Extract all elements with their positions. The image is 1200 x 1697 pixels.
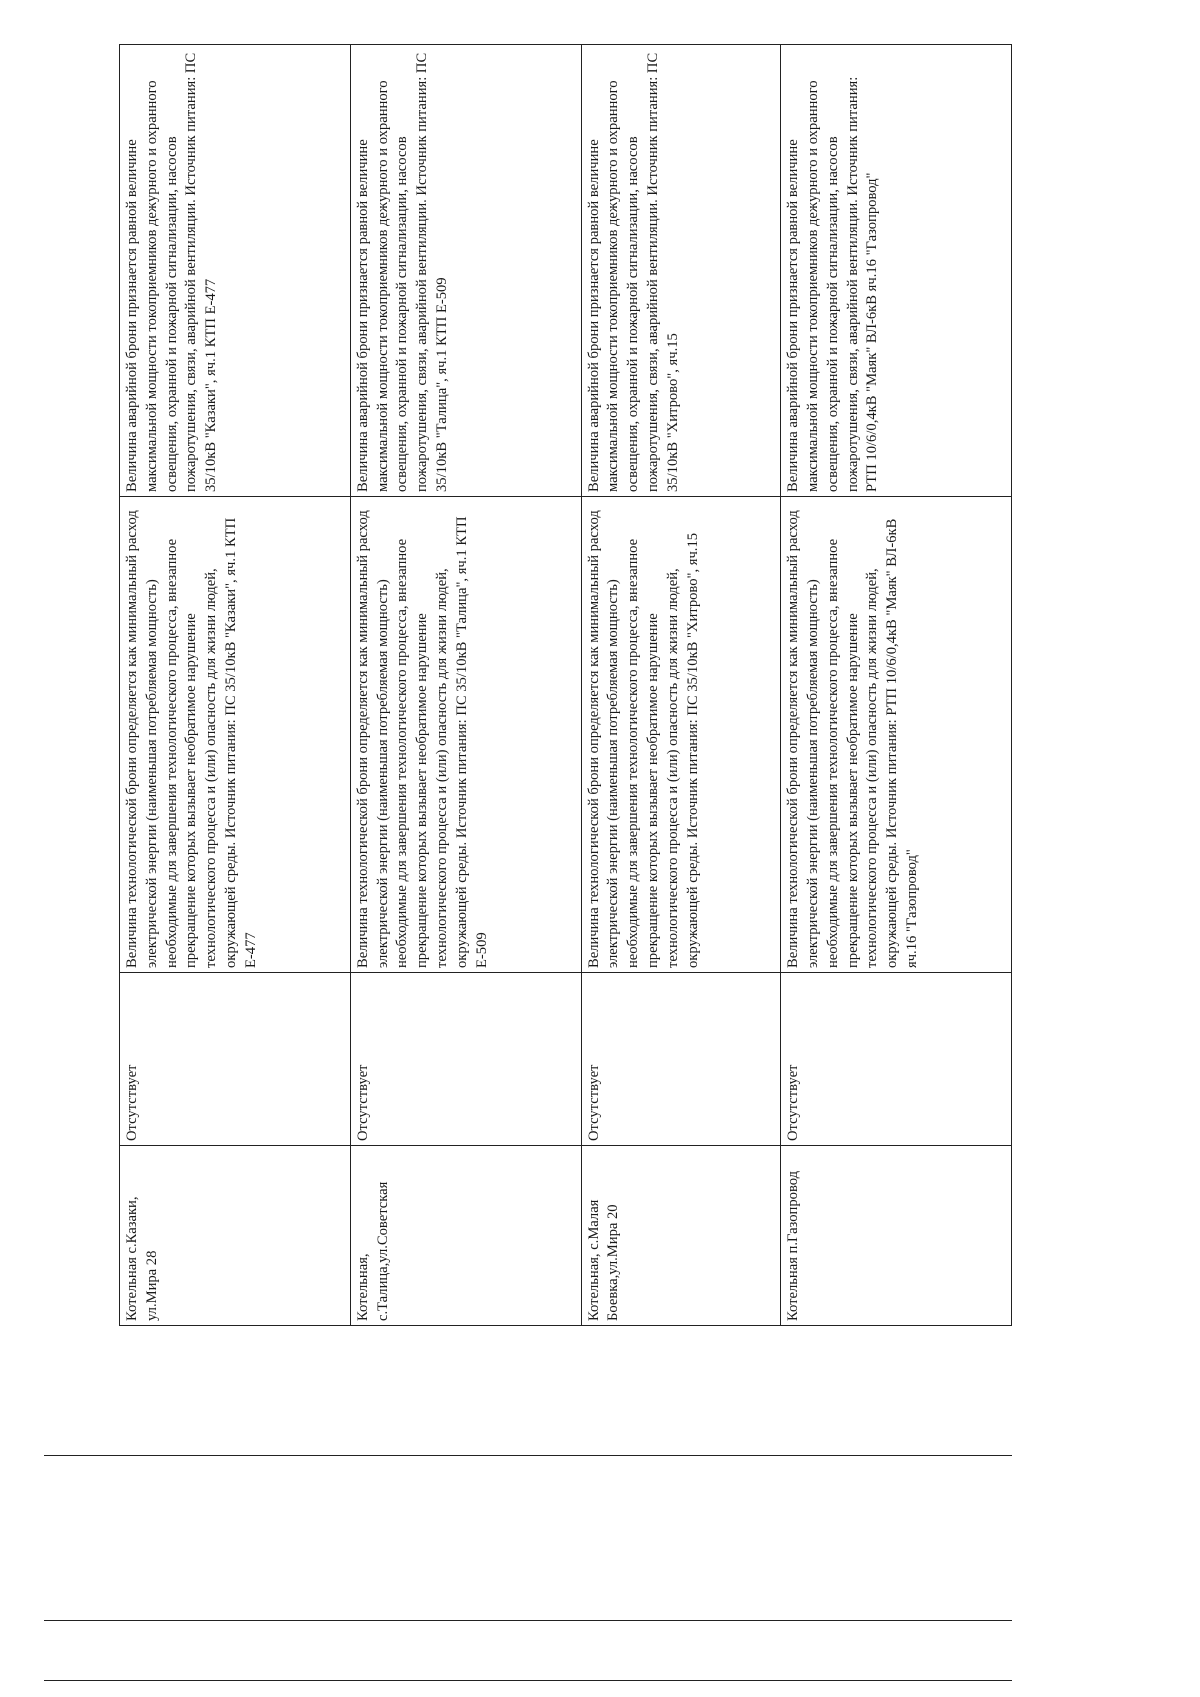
emergency-reserve-cell: Величина аварийной брони признается равной величине максимальной мощности токоприемников дежурного и охранного освещения, охранной и пожарной сигнализации, насосов пожаротушения, связи, аварийной вентиляции. Источник питания: РТП 10/6/0,4кВ "Маяк" ВЛ-6кВ яч.16 "Газопровод" [781, 45, 1012, 497]
technological-reserve-cell: Величина технологической брони определяется как минимальный расход электрической энергии (наименьшая потребляемая мощность) необходимые для завершения технологического процесса, внезапное прекращение которых вызывает необратимое нарушение технологического процесса и (или) опасность для жизни людей, окружающей среды. Источник питания: ПС 35/10кВ "Казаки", яч.1 КТП Е-477 [120, 497, 351, 973]
reserve-table [119, 44, 1012, 1326]
table-row [120, 45, 351, 1326]
rotated-table-container [119, 44, 1012, 1325]
horizontal-rule [44, 1680, 1012, 1681]
presence-cell: Отсутствует [350, 973, 581, 1146]
horizontal-rule [44, 1620, 1012, 1621]
presence-cell: Отсутствует [581, 973, 780, 1146]
table-row [581, 45, 780, 1326]
table-row [350, 45, 581, 1326]
emergency-reserve-cell: Величина аварийной брони признается равной величине максимальной мощности токоприемников дежурного и охранного освещения, охранной и пожарной сигнализации, насосов пожаротушения, связи, аварийной вентиляции. Источник питания: ПС 35/10кВ "Хитрово", яч.15 [581, 45, 780, 497]
emergency-reserve-cell: Величина аварийной брони признается равной величине максимальной мощности токоприемников дежурного и охранного освещения, охранной и пожарной сигнализации, насосов пожаротушения, связи, аварийной вентиляции. Источник питания: ПС 35/10кВ "Талица", яч.1 КТП Е-509 [350, 45, 581, 497]
object-cell: Котельная, с.Малая Боевка,ул.Мира 20 [581, 1146, 780, 1326]
horizontal-rule [44, 1455, 1012, 1456]
technological-reserve-cell: Величина технологической брони определяется как минимальный расход электрической энергии (наименьшая потребляемая мощность) необходимые для завершения технологического процесса, внезапное прекращение которых вызывает необратимое нарушение технологического процесса и (или) опасность для жизни людей, окружающей среды. Источник питания: ПС 35/10кВ "Талица", яч.1 КТП Е-509 [350, 497, 581, 973]
technological-reserve-cell: Величина технологической брони определяется как минимальный расход электрической энергии (наименьшая потребляемая мощность) необходимые для завершения технологического процесса, внезапное прекращение которых вызывает необратимое нарушение технологического процесса и (или) опасность для жизни людей, окружающей среды. Источник питания: РТП 10/6/0,4кВ "Маяк" ВЛ-6кВ яч.16 "Газопровод" [781, 497, 1012, 973]
object-cell: Котельная с.Казаки, ул.Мира 28 [120, 1146, 351, 1326]
technological-reserve-cell: Величина технологической брони определяется как минимальный расход электрической энергии (наименьшая потребляемая мощность) необходимые для завершения технологического процесса, внезапное прекращение которых вызывает необратимое нарушение технологического процесса и (или) опасность для жизни людей, окружающей среды. Источник питания: ПС 35/10кВ "Хитрово", яч.15 [581, 497, 780, 973]
table-row [781, 45, 1012, 1326]
emergency-reserve-cell: Величина аварийной брони признается равной величине максимальной мощности токоприемников дежурного и охранного освещения, охранной и пожарной сигнализации, насосов пожаротушения, связи, аварийной вентиляции. Источник питания: ПС 35/10кВ "Казаки", яч.1 КТП Е-477 [120, 45, 351, 497]
object-cell: Котельная п.Газопровод [781, 1146, 1012, 1326]
presence-cell: Отсутствует [781, 973, 1012, 1146]
presence-cell: Отсутствует [120, 973, 351, 1146]
object-cell: Котельная, с.Талица,ул.Советская [350, 1146, 581, 1326]
